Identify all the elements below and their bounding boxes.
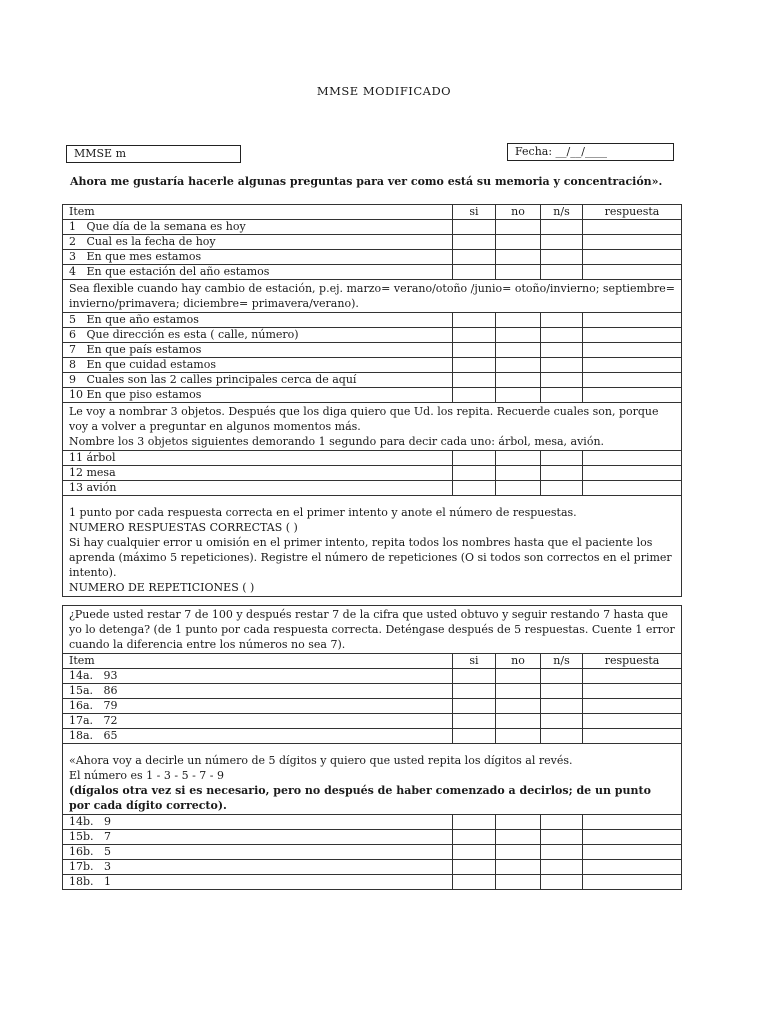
- answer-si-cell[interactable]: [453, 235, 496, 250]
- objects-note: [63, 403, 682, 451]
- item-label: 13 avión: [63, 481, 453, 496]
- table-row: [63, 328, 682, 343]
- item-label: 16b. 5: [63, 845, 453, 860]
- answer-no-cell[interactable]: [496, 845, 541, 860]
- fecha-field[interactable]: Fecha: __/__/____: [507, 143, 674, 161]
- answer-ns-cell[interactable]: [541, 235, 583, 250]
- answer-no-cell[interactable]: [496, 343, 541, 358]
- answer-no-cell[interactable]: [496, 358, 541, 373]
- answer-no-cell[interactable]: [496, 313, 541, 328]
- item-label: 18b. 1: [63, 875, 453, 890]
- table-header-row: [63, 205, 682, 220]
- orientation-table: [62, 204, 682, 597]
- answer-ns-cell[interactable]: [541, 684, 583, 699]
- answer-ns-cell[interactable]: [541, 451, 583, 466]
- answer-ns-cell[interactable]: [541, 343, 583, 358]
- header-no: no: [496, 654, 541, 669]
- answer-ns-cell[interactable]: [541, 875, 583, 890]
- answer-ns-cell[interactable]: [541, 388, 583, 403]
- response-cell[interactable]: [583, 699, 682, 714]
- digits-number: El número es 1 - 3 - 5 - 7 - 9: [69, 769, 225, 782]
- response-cell[interactable]: [583, 328, 682, 343]
- season-note-row: [63, 280, 682, 313]
- answer-si-cell[interactable]: [453, 250, 496, 265]
- item-label: 11 árbol: [63, 451, 453, 466]
- response-cell[interactable]: [583, 313, 682, 328]
- header-ns: n/s: [541, 654, 583, 669]
- answer-si-cell[interactable]: [453, 265, 496, 280]
- answer-ns-cell[interactable]: [541, 830, 583, 845]
- scoring-note: [63, 496, 682, 597]
- correct-answers-count[interactable]: NUMERO RESPUESTAS CORRECTAS ( ): [69, 521, 298, 534]
- answer-si-cell[interactable]: [453, 481, 496, 496]
- digits-intro: «Ahora voy a decirle un número de 5 dígitos y quiero que usted repita los dígitos al revés.: [69, 754, 573, 767]
- response-cell[interactable]: [583, 220, 682, 235]
- header-si: si: [453, 205, 496, 220]
- answer-no-cell[interactable]: [496, 875, 541, 890]
- table-row: [63, 358, 682, 373]
- item-label: 8 En que cuidad estamos: [63, 358, 453, 373]
- answer-ns-cell[interactable]: [541, 466, 583, 481]
- response-cell[interactable]: [583, 860, 682, 875]
- answer-si-cell[interactable]: [453, 729, 496, 744]
- answer-si-cell[interactable]: [453, 328, 496, 343]
- item-label: 18a. 65: [63, 729, 453, 744]
- response-cell[interactable]: [583, 358, 682, 373]
- item-label: 14b. 9: [63, 815, 453, 830]
- answer-si-cell[interactable]: [453, 388, 496, 403]
- item-label: 15a. 86: [63, 684, 453, 699]
- season-note: Sea flexible cuando hay cambio de estación, p.ej. marzo= verano/otoño /junio= otoño/invierno; septiembre= invierno/primavera; diciembre= primavera/verano).: [63, 280, 682, 313]
- item-label: 15b. 7: [63, 830, 453, 845]
- answer-si-cell[interactable]: [453, 875, 496, 890]
- response-cell[interactable]: [583, 451, 682, 466]
- table-row: [63, 684, 682, 699]
- digits-instruction-row: [63, 744, 682, 815]
- response-cell[interactable]: [583, 875, 682, 890]
- table-row: [63, 729, 682, 744]
- table-row: [63, 845, 682, 860]
- subtraction-instruction-row: [63, 606, 682, 654]
- response-cell[interactable]: [583, 845, 682, 860]
- table-row: [63, 669, 682, 684]
- answer-no-cell[interactable]: [496, 714, 541, 729]
- answer-no-cell[interactable]: [496, 669, 541, 684]
- response-cell[interactable]: [583, 684, 682, 699]
- header-item: Item: [63, 654, 453, 669]
- item-label: 16a. 79: [63, 699, 453, 714]
- answer-si-cell[interactable]: [453, 830, 496, 845]
- mmse-field[interactable]: MMSE m: [66, 145, 241, 163]
- response-cell[interactable]: [583, 729, 682, 744]
- scoring-instruction: 1 punto por cada respuesta correcta en el primer intento y anote el número de respuestas.: [69, 506, 577, 519]
- answer-no-cell[interactable]: [496, 684, 541, 699]
- answer-si-cell[interactable]: [453, 714, 496, 729]
- table-row: [63, 235, 682, 250]
- header-respuesta: respuesta: [583, 654, 682, 669]
- answer-no-cell[interactable]: [496, 265, 541, 280]
- answer-si-cell[interactable]: [453, 669, 496, 684]
- table-row: [63, 815, 682, 830]
- table-row: [63, 373, 682, 388]
- table-row: [63, 250, 682, 265]
- response-cell[interactable]: [583, 714, 682, 729]
- answer-si-cell[interactable]: [453, 313, 496, 328]
- item-label: 5 En que año estamos: [63, 313, 453, 328]
- answer-no-cell[interactable]: [496, 328, 541, 343]
- digits-instruction: [63, 744, 682, 815]
- header-item: Item: [63, 205, 453, 220]
- answer-si-cell[interactable]: [453, 358, 496, 373]
- answer-no-cell[interactable]: [496, 388, 541, 403]
- answer-no-cell[interactable]: [496, 250, 541, 265]
- answer-si-cell[interactable]: [453, 815, 496, 830]
- calculation-table: [62, 605, 682, 890]
- response-cell[interactable]: [583, 235, 682, 250]
- table-row: [63, 875, 682, 890]
- header-ns: n/s: [541, 205, 583, 220]
- answer-si-cell[interactable]: [453, 220, 496, 235]
- item-label: 17a. 72: [63, 714, 453, 729]
- answer-si-cell[interactable]: [453, 466, 496, 481]
- answer-ns-cell[interactable]: [541, 860, 583, 875]
- answer-si-cell[interactable]: [453, 860, 496, 875]
- response-cell[interactable]: [583, 343, 682, 358]
- objects-note-row: [63, 403, 682, 451]
- response-cell[interactable]: [583, 830, 682, 845]
- response-cell[interactable]: [583, 265, 682, 280]
- answer-ns-cell[interactable]: [541, 815, 583, 830]
- answer-ns-cell[interactable]: [541, 845, 583, 860]
- item-label: 3 En que mes estamos: [63, 250, 453, 265]
- item-label: 17b. 3: [63, 860, 453, 875]
- answer-no-cell[interactable]: [496, 235, 541, 250]
- answer-si-cell[interactable]: [453, 373, 496, 388]
- answer-ns-cell[interactable]: [541, 669, 583, 684]
- answer-no-cell[interactable]: [496, 729, 541, 744]
- answer-ns-cell[interactable]: [541, 481, 583, 496]
- table-row: [63, 714, 682, 729]
- answer-ns-cell[interactable]: [541, 373, 583, 388]
- answer-ns-cell[interactable]: [541, 220, 583, 235]
- header-respuesta: respuesta: [583, 205, 682, 220]
- response-cell[interactable]: [583, 481, 682, 496]
- answer-no-cell[interactable]: [496, 830, 541, 845]
- answer-no-cell[interactable]: [496, 860, 541, 875]
- response-cell[interactable]: [583, 373, 682, 388]
- answer-no-cell[interactable]: [496, 815, 541, 830]
- table-row: [63, 481, 682, 496]
- response-cell[interactable]: [583, 388, 682, 403]
- item-label: 9 Cuales son las 2 calles principales cerca de aquí: [63, 373, 453, 388]
- item-label: 6 Que dirección es esta ( calle, número): [63, 328, 453, 343]
- answer-no-cell[interactable]: [496, 373, 541, 388]
- answer-ns-cell[interactable]: [541, 313, 583, 328]
- table-row: [63, 451, 682, 466]
- answer-si-cell[interactable]: [453, 343, 496, 358]
- answer-ns-cell[interactable]: [541, 265, 583, 280]
- header-si: si: [453, 654, 496, 669]
- response-cell[interactable]: [583, 466, 682, 481]
- answer-no-cell[interactable]: [496, 451, 541, 466]
- response-cell[interactable]: [583, 250, 682, 265]
- item-label: 4 En que estación del año estamos: [63, 265, 453, 280]
- answer-no-cell[interactable]: [496, 481, 541, 496]
- repetition-instruction: Si hay cualquier error u omisión en el primer intento, repita todos los nombres hasta que el paciente los aprenda (máximo 5 repeticiones). Registre el número de repeticiones (O si todos son correctos en el primer intento).: [69, 536, 672, 579]
- answer-ns-cell[interactable]: [541, 714, 583, 729]
- table-row: [63, 388, 682, 403]
- header-no: no: [496, 205, 541, 220]
- item-label: 7 En que país estamos: [63, 343, 453, 358]
- subtraction-instruction: ¿Puede usted restar 7 de 100 y después restar 7 de la cifra que usted obtuvo y seguir restando 7 hasta que yo lo detenga? (de 1 punto por cada respuesta correcta. Deténgase después de 5 respuestas. Cuente 1 error cuando la diferencia entre los números no sea 7).: [63, 606, 682, 654]
- answer-ns-cell[interactable]: [541, 358, 583, 373]
- answer-si-cell[interactable]: [453, 684, 496, 699]
- item-label: 10 En que piso estamos: [63, 388, 453, 403]
- answer-ns-cell[interactable]: [541, 699, 583, 714]
- table-row: [63, 860, 682, 875]
- objects-instruction: Le voy a nombrar 3 objetos. Después que los diga quiero que Ud. los repita. Recuerde cuales son, porque voy a volver a preguntar en algunos momentos más.: [69, 405, 659, 433]
- table-row: [63, 830, 682, 845]
- repetitions-count[interactable]: NUMERO DE REPETICIONES ( ): [69, 581, 255, 594]
- item-label: 2 Cual es la fecha de hoy: [63, 235, 453, 250]
- scoring-note-row: [63, 496, 682, 597]
- table-row: [63, 220, 682, 235]
- table-header-row: [63, 654, 682, 669]
- response-cell[interactable]: [583, 815, 682, 830]
- table-row: [63, 343, 682, 358]
- objects-list-instruction: Nombre los 3 objetos siguientes demorando 1 segundo para decir cada uno: árbol, mesa, avión.: [69, 435, 605, 448]
- answer-si-cell[interactable]: [453, 451, 496, 466]
- item-label: 1 Que día de la semana es hoy: [63, 220, 453, 235]
- intro-text: Ahora me gustaría hacerle algunas preguntas para ver como está su memoria y concentración».: [70, 175, 663, 188]
- table-row: [63, 699, 682, 714]
- page-title: MMSE MODIFICADO: [316, 84, 452, 98]
- answer-ns-cell[interactable]: [541, 729, 583, 744]
- answer-no-cell[interactable]: [496, 220, 541, 235]
- answer-no-cell[interactable]: [496, 699, 541, 714]
- answer-ns-cell[interactable]: [541, 250, 583, 265]
- answer-no-cell[interactable]: [496, 466, 541, 481]
- table-row: [63, 265, 682, 280]
- answer-ns-cell[interactable]: [541, 328, 583, 343]
- answer-si-cell[interactable]: [453, 845, 496, 860]
- answer-si-cell[interactable]: [453, 699, 496, 714]
- digits-note: (dígalos otra vez si es necesario, pero no después de haber comenzado a decirlos; de un punto por cada dígito correcto).: [69, 784, 651, 812]
- table-row: [63, 466, 682, 481]
- item-label: 14a. 93: [63, 669, 453, 684]
- item-label: 12 mesa: [63, 466, 453, 481]
- table-row: [63, 313, 682, 328]
- response-cell[interactable]: [583, 669, 682, 684]
